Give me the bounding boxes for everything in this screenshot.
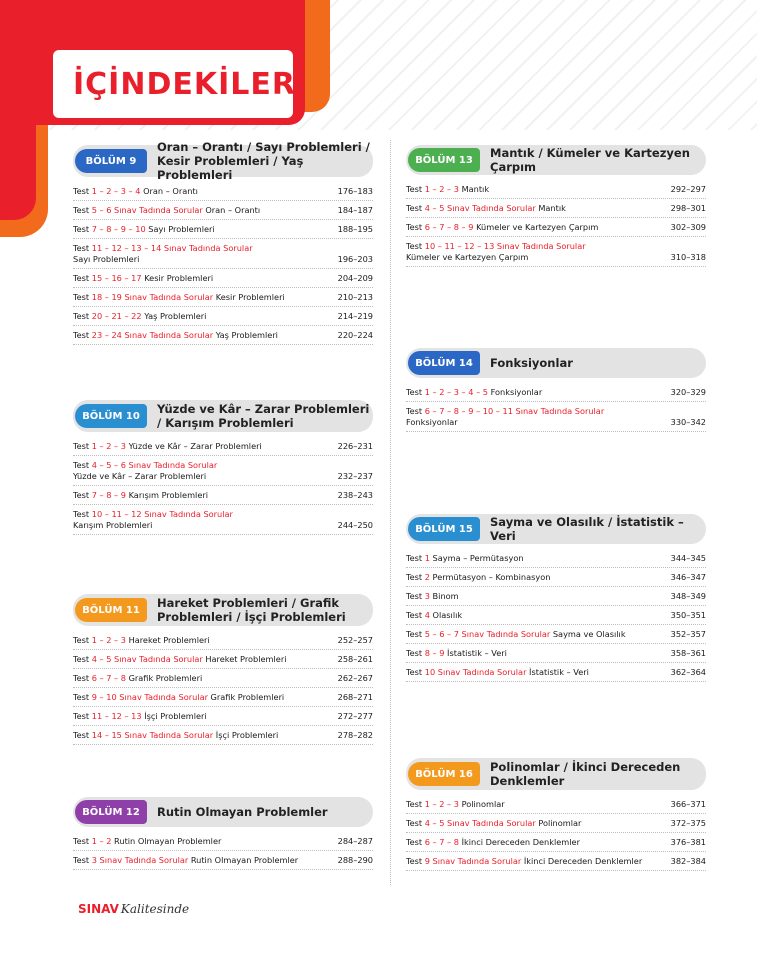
- test-row-text: Test 4 Olasılık: [406, 610, 463, 620]
- test-row: [73, 239, 373, 269]
- page-range: 204–209: [337, 273, 373, 283]
- section-title: Fonksiyonlar: [490, 356, 573, 370]
- test-row-text: Test 3 Binom: [406, 591, 459, 601]
- page-range: 232–237: [337, 471, 373, 481]
- title-box: [53, 50, 296, 118]
- test-row: [73, 201, 373, 220]
- page-range: 352–357: [670, 629, 706, 639]
- test-row: [406, 383, 706, 402]
- page-range: 358–361: [670, 648, 706, 658]
- test-list: [73, 832, 373, 870]
- test-row-text: Test 11 – 12 – 13 İşçi Problemleri: [73, 711, 207, 721]
- test-row: [73, 650, 373, 669]
- test-numbers: 4 – 5 Sınav Tadında Sorular: [424, 203, 536, 213]
- test-row-text: Test 6 – 7 – 8 – 9 – 10 – 11 Sınav Tadında Sorular Fonksiyonlar: [406, 406, 605, 427]
- section-title: Polinomlar / İkinci Dereceden Denklemler: [490, 760, 681, 788]
- section-badge: BÖLÜM 12: [75, 800, 147, 824]
- section-badge: BÖLÜM 15: [408, 517, 480, 541]
- section-bolum: [73, 797, 373, 870]
- test-row: [406, 606, 706, 625]
- page-range: 292–297: [670, 184, 706, 194]
- test-numbers: 18 – 19 Sınav Tadında Sorular: [91, 292, 214, 302]
- test-row: [73, 707, 373, 726]
- test-numbers: 6 – 7 – 8 – 9: [424, 222, 474, 232]
- page-range: 196–203: [337, 254, 373, 264]
- section-bolum: [406, 145, 706, 267]
- test-numbers: 6 – 7 – 8: [91, 673, 126, 683]
- test-row: [406, 549, 706, 568]
- section-title: Oran – Orantı / Sayı Problemleri / Kesir Problemleri / Yaş Problemleri: [157, 140, 370, 182]
- test-row: [73, 288, 373, 307]
- test-numbers: 1 – 2 – 3: [91, 635, 126, 645]
- test-numbers: 1 – 2 – 3: [424, 184, 459, 194]
- page-range: 346–347: [670, 572, 706, 582]
- test-numbers: 9 – 10 Sınav Tadında Sorular: [91, 692, 208, 702]
- test-row-text: Test 8 – 9 İstatistik – Veri: [406, 648, 507, 658]
- page-range: 238–243: [337, 490, 373, 500]
- page-range: 366–371: [670, 799, 706, 809]
- test-row-text: Test 1 – 2 Rutin Olmayan Problemler: [73, 836, 222, 846]
- test-numbers: 5 – 6 – 7 Sınav Tadında Sorular: [424, 629, 551, 639]
- test-row-text: Test 18 – 19 Sınav Tadında Sorular Kesir Problemleri: [73, 292, 285, 302]
- test-row-text: Test 6 – 7 – 8 Grafik Problemleri: [73, 673, 203, 683]
- test-list: [406, 795, 706, 871]
- test-row: [406, 795, 706, 814]
- test-row: [406, 180, 706, 199]
- test-numbers: 9 Sınav Tadında Sorular: [424, 856, 522, 866]
- test-row: [406, 218, 706, 237]
- test-row-text: Test 2 Permütasyon – Kombinasyon: [406, 572, 551, 582]
- page-range: 284–287: [337, 836, 373, 846]
- test-row-text: Test 1 – 2 – 3 – 4 Oran – Orantı: [73, 186, 198, 196]
- footer-brand: SINAV: [78, 902, 119, 916]
- test-row-text: Test 1 Sayma – Permütasyon: [406, 553, 524, 563]
- section-badge: BÖLÜM 10: [75, 404, 147, 428]
- page-range: 226–231: [337, 441, 373, 451]
- test-list: [73, 437, 373, 535]
- test-row: [73, 307, 373, 326]
- test-row-text: Test 4 – 5 – 6 Sınav Tadında Sorular Yüzde ve Kâr – Zarar Problemleri: [73, 460, 218, 481]
- section-header: [73, 400, 373, 432]
- test-row: [73, 726, 373, 745]
- page-range: 376–381: [670, 837, 706, 847]
- test-row: [73, 220, 373, 239]
- test-numbers: 11 – 12 – 13: [91, 711, 142, 721]
- page-range: 288–290: [337, 855, 373, 865]
- section-badge: BÖLÜM 14: [408, 351, 480, 375]
- decor-left-tab-red: [0, 125, 36, 220]
- test-row: [406, 587, 706, 606]
- test-row-text: Test 6 – 7 – 8 İkinci Dereceden Denklemler: [406, 837, 580, 847]
- test-numbers: 6 – 7 – 8: [424, 837, 459, 847]
- test-row: [73, 182, 373, 201]
- section-header: [73, 140, 373, 182]
- test-numbers: 1 – 2 – 3 – 4: [91, 186, 141, 196]
- test-row: [73, 326, 373, 345]
- test-numbers: 8 – 9: [424, 648, 445, 658]
- test-row: [73, 631, 373, 650]
- test-numbers: 11 – 12 – 13 – 14 Sınav Tadında Sorular: [91, 243, 253, 253]
- test-numbers: 15 – 16 – 17: [91, 273, 142, 283]
- test-row: [406, 568, 706, 587]
- test-row-text: Test 4 – 5 Sınav Tadında Sorular Polinomlar: [406, 818, 582, 828]
- test-row: [406, 199, 706, 218]
- test-numbers: 14 – 15 Sınav Tadında Sorular: [91, 730, 214, 740]
- test-numbers: 3 Sınav Tadında Sorular: [91, 855, 189, 865]
- section-badge: BÖLÜM 13: [408, 148, 480, 172]
- section-title: Sayma ve Olasılık / İstatistik – Veri: [490, 515, 684, 543]
- page-range: 330–342: [670, 417, 706, 427]
- test-numbers: 4 – 5 – 6 Sınav Tadında Sorular: [91, 460, 218, 470]
- page-range: 220–224: [337, 330, 373, 340]
- test-row: [73, 505, 373, 535]
- test-row-text: Test 3 Sınav Tadında Sorular Rutin Olmayan Problemler: [73, 855, 299, 865]
- test-row-text: Test 5 – 6 – 7 Sınav Tadında Sorular Sayma ve Olasılık: [406, 629, 626, 639]
- test-row-text: Test 6 – 7 – 8 – 9 Kümeler ve Kartezyen Çarpım: [406, 222, 599, 232]
- test-row-text: Test 15 – 16 – 17 Kesir Problemleri: [73, 273, 214, 283]
- page-range: 184–187: [337, 205, 373, 215]
- test-numbers: 1: [424, 553, 430, 563]
- page-range: 350–351: [670, 610, 706, 620]
- test-row: [73, 456, 373, 486]
- test-row-text: Test 9 Sınav Tadında Sorular İkinci Dereceden Denklemler: [406, 856, 643, 866]
- test-row: [406, 852, 706, 871]
- test-row-text: Test 1 – 2 – 3 Hareket Problemleri: [73, 635, 210, 645]
- section-header: [406, 758, 706, 790]
- page-range: 278–282: [337, 730, 373, 740]
- test-row-text: Test 1 – 2 – 3 Mantık: [406, 184, 490, 194]
- test-numbers: 5 – 6 Sınav Tadında Sorular: [91, 205, 203, 215]
- section-bolum: [73, 140, 373, 345]
- page-range: 176–183: [337, 186, 373, 196]
- test-row: [73, 486, 373, 505]
- test-numbers: 23 – 24 Sınav Tadında Sorular: [91, 330, 214, 340]
- test-row: [406, 402, 706, 432]
- test-row-text: Test 9 – 10 Sınav Tadında Sorular Grafik Problemleri: [73, 692, 285, 702]
- page-range: 268–271: [337, 692, 373, 702]
- test-row-text: Test 1 – 2 – 3 Yüzde ve Kâr – Zarar Problemleri: [73, 441, 262, 451]
- section-bolum: [406, 758, 706, 871]
- section-title: Hareket Problemleri / Grafik Problemleri / İşçi Problemleri: [157, 596, 346, 624]
- test-list: [406, 549, 706, 682]
- test-row: [73, 688, 373, 707]
- test-list: [73, 631, 373, 745]
- section-badge: BÖLÜM 16: [408, 762, 480, 786]
- test-row: [406, 625, 706, 644]
- section-badge: BÖLÜM 9: [75, 149, 147, 173]
- test-list: [73, 182, 373, 345]
- test-numbers: 4 – 5 Sınav Tadında Sorular: [91, 654, 203, 664]
- page-range: 258–261: [337, 654, 373, 664]
- test-numbers: 1 – 2 – 3 – 4 – 5: [424, 387, 488, 397]
- section-header: [73, 594, 373, 626]
- test-row: [73, 832, 373, 851]
- section-title: Rutin Olmayan Problemler: [157, 805, 328, 819]
- test-row: [73, 437, 373, 456]
- test-row-text: Test 4 – 5 Sınav Tadında Sorular Mantık: [406, 203, 566, 213]
- test-row: [406, 814, 706, 833]
- footer-tagline: Kalitesinde: [120, 902, 190, 916]
- page-range: 344–345: [670, 553, 706, 563]
- section-bolum: [406, 348, 706, 432]
- page-range: 362–364: [670, 667, 706, 677]
- section-bolum: [73, 594, 373, 745]
- test-row: [406, 237, 706, 267]
- test-row-text: Test 10 Sınav Tadında Sorular İstatistik – Veri: [406, 667, 589, 677]
- test-numbers: 7 – 8 – 9: [91, 490, 126, 500]
- section-header: [73, 797, 373, 827]
- page-range: 210–213: [337, 292, 373, 302]
- section-header: [406, 348, 706, 378]
- page-range: 272–277: [337, 711, 373, 721]
- test-row-text: Test 4 – 5 Sınav Tadında Sorular Hareket Problemleri: [73, 654, 287, 664]
- footer-logo: [78, 902, 189, 916]
- test-row: [73, 269, 373, 288]
- test-numbers: 7 – 8 – 9 – 10: [91, 224, 146, 234]
- page-range: 214–219: [337, 311, 373, 321]
- test-row-text: Test 14 – 15 Sınav Tadında Sorular İşçi Problemleri: [73, 730, 279, 740]
- test-numbers: 10 – 11 – 12 Sınav Tadında Sorular: [91, 509, 233, 519]
- section-bolum: [73, 400, 373, 535]
- page-range: 382–384: [670, 856, 706, 866]
- section-title: Mantık / Kümeler ve Kartezyen Çarpım: [490, 146, 690, 174]
- test-row-text: Test 10 – 11 – 12 – 13 Sınav Tadında Sorular Kümeler ve Kartezyen Çarpım: [406, 241, 586, 262]
- page-range: 298–301: [670, 203, 706, 213]
- column-divider: [390, 140, 391, 885]
- test-numbers: 4 – 5 Sınav Tadında Sorular: [424, 818, 536, 828]
- test-numbers: 3: [424, 591, 430, 601]
- page-range: 244–250: [337, 520, 373, 530]
- test-row-text: Test 5 – 6 Sınav Tadında Sorular Oran – Orantı: [73, 205, 261, 215]
- page-range: 310–318: [670, 252, 706, 262]
- test-numbers: 10 – 11 – 12 – 13 Sınav Tadında Sorular: [424, 241, 586, 251]
- test-row: [406, 663, 706, 682]
- page-range: 320–329: [670, 387, 706, 397]
- page-title: İÇİNDEKİLER: [73, 66, 296, 102]
- test-row: [73, 851, 373, 870]
- page-range: 302–309: [670, 222, 706, 232]
- test-row-text: Test 7 – 8 – 9 Karışım Problemleri: [73, 490, 208, 500]
- page-range: 372–375: [670, 818, 706, 828]
- test-list: [406, 383, 706, 432]
- page-range: 262–267: [337, 673, 373, 683]
- test-numbers: 2: [424, 572, 430, 582]
- section-header: [406, 514, 706, 544]
- test-row: [406, 644, 706, 663]
- test-row-text: Test 11 – 12 – 13 – 14 Sınav Tadında Sorular Sayı Problemleri: [73, 243, 253, 264]
- test-row-text: Test 10 – 11 – 12 Sınav Tadında Sorular Karışım Problemleri: [73, 509, 233, 530]
- test-row-text: Test 23 – 24 Sınav Tadında Sorular Yaş Problemleri: [73, 330, 278, 340]
- section-header: [406, 145, 706, 175]
- test-row-text: Test 7 – 8 – 9 – 10 Sayı Problemleri: [73, 224, 215, 234]
- section-bolum: [406, 514, 706, 682]
- page-range: 252–257: [337, 635, 373, 645]
- test-list: [406, 180, 706, 267]
- test-numbers: 10 Sınav Tadında Sorular: [424, 667, 527, 677]
- test-row-text: Test 1 – 2 – 3 – 4 – 5 Fonksiyonlar: [406, 387, 543, 397]
- section-badge: BÖLÜM 11: [75, 598, 147, 622]
- section-title: Yüzde ve Kâr – Zarar Problemleri / Karışım Problemleri: [157, 402, 370, 430]
- test-numbers: 20 – 21 – 22: [91, 311, 142, 321]
- test-numbers: 1 – 2 – 3: [91, 441, 126, 451]
- test-row: [73, 669, 373, 688]
- test-row: [406, 833, 706, 852]
- test-numbers: 1 – 2: [91, 836, 112, 846]
- page-range: 348–349: [670, 591, 706, 601]
- test-numbers: 1 – 2 – 3: [424, 799, 459, 809]
- test-numbers: 4: [424, 610, 430, 620]
- test-row-text: Test 20 – 21 – 22 Yaş Problemleri: [73, 311, 207, 321]
- test-numbers: 6 – 7 – 8 – 9 – 10 – 11 Sınav Tadında Sorular: [424, 406, 605, 416]
- test-row-text: Test 1 – 2 – 3 Polinomlar: [406, 799, 505, 809]
- page-range: 188–195: [337, 224, 373, 234]
